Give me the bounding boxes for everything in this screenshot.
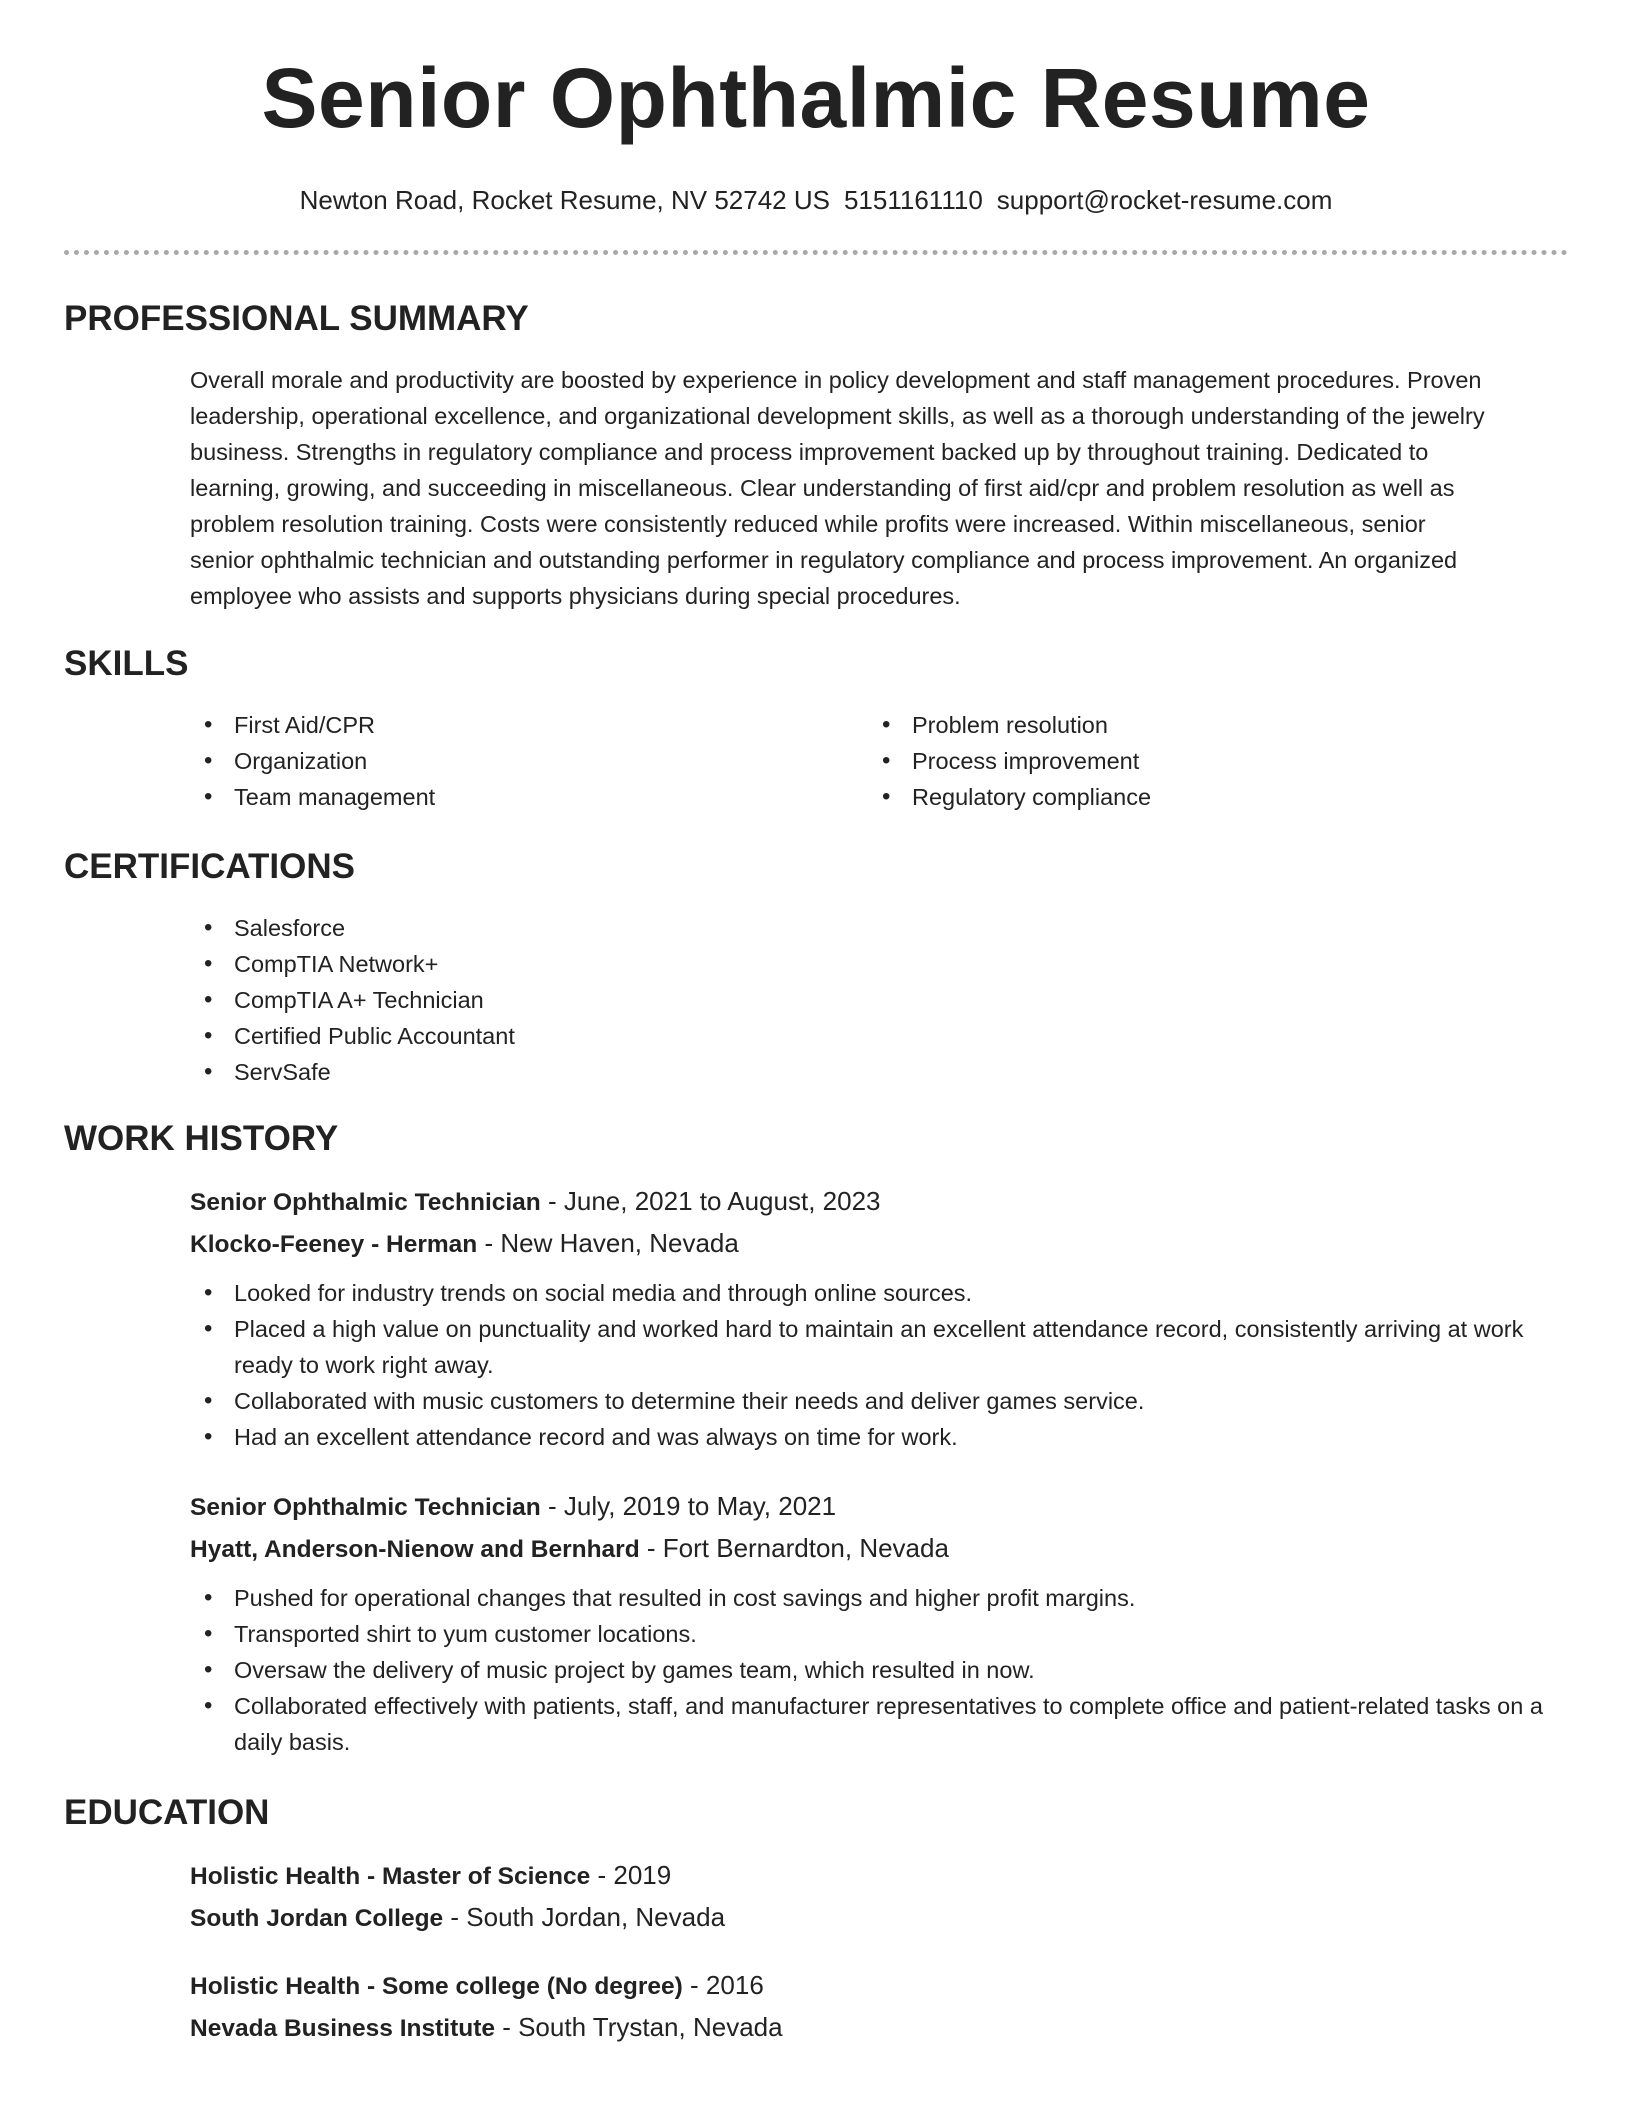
education-school: South Jordan College: [190, 1905, 444, 1932]
job-bullet: • Collaborated with music customers to determine their needs and deliver games service.: [190, 1383, 1570, 1419]
skill-item: • Organization: [190, 743, 830, 779]
education-degree-line: [190, 1855, 1570, 1897]
certification-item: • CompTIA A+ Technician: [190, 982, 990, 1018]
contact-phone: 5151161110: [843, 185, 983, 215]
job-company-line: [190, 1528, 1570, 1570]
job-title-line: [190, 1181, 1570, 1223]
education-year: - 2019: [590, 1860, 672, 1890]
job-bullets: [190, 1275, 1570, 1455]
skill-item: • First Aid/CPR: [190, 707, 830, 743]
job-bullet: • Looked for industry trends on social media and through online sources.: [190, 1275, 1570, 1311]
certification-item: • Salesforce: [190, 910, 990, 946]
job-bullet: • Transported shirt to yum customer locations.: [190, 1616, 1570, 1652]
education-entry: [190, 1965, 1570, 2049]
education-degree-line: [190, 1965, 1570, 2007]
job-company: Hyatt, Anderson-Nienow and Bernhard: [190, 1536, 640, 1563]
summary-line: business. Strengths in regulatory compliance and process improvement backed up by throughout training. Dedicated to: [190, 439, 1429, 465]
resume-name: Senior Ophthalmic Resume: [261, 51, 1371, 145]
job-bullet: • Had an excellent attendance record and was always on time for work.: [190, 1419, 1570, 1455]
job-entry: [190, 1181, 1570, 1265]
job-bullet: • Placed a high value on punctuality and worked hard to maintain an excellent attendance record, consistently arriving at work ready to work right away.: [190, 1311, 1570, 1383]
contact-address: Newton Road, Rocket Resume, NV 52742 US: [299, 185, 830, 215]
job-title-line: [190, 1486, 1570, 1528]
job-bullet: • Pushed for operational changes that resulted in cost savings and higher profit margins.: [190, 1580, 1570, 1616]
summary-line: problem resolution training. Costs were consistently reduced while profits were increased. Within miscellaneous, senior: [190, 511, 1426, 537]
job-location: - New Haven, Nevada: [477, 1228, 739, 1258]
job-company-line: [190, 1223, 1570, 1265]
job-entry: [190, 1486, 1570, 1570]
education-degree: Holistic Health - Some college (No degree): [190, 1973, 683, 2000]
summary-line: leadership, operational excellence, and organizational development skills, as well as a thorough understanding of the jewelry: [190, 403, 1485, 429]
job-bullet: • Collaborated effectively with patients, staff, and manufacturer representatives to complete office and patient-related tasks on a daily basis.: [190, 1688, 1570, 1760]
certification-item: • ServSafe: [190, 1054, 990, 1090]
skill-item: • Problem resolution: [868, 707, 1508, 743]
education-year: - 2016: [682, 1970, 764, 2000]
certification-item: • Certified Public Accountant: [190, 1018, 990, 1054]
job-dates: - July, 2019 to May, 2021: [540, 1491, 837, 1521]
job-role: Senior Ophthalmic Technician: [190, 1189, 541, 1216]
skill-item: • Team management: [190, 779, 830, 815]
job-location: - Fort Bernardton, Nevada: [639, 1533, 949, 1563]
certification-item: • CompTIA Network+: [190, 946, 990, 982]
education-school-line: [190, 1897, 1570, 1939]
skill-item: • Regulatory compliance: [868, 779, 1508, 815]
skills-list-right: [868, 707, 1508, 815]
summary-title: PROFESSIONAL SUMMARY: [64, 299, 529, 338]
job-dates: - June, 2021 to August, 2023: [540, 1186, 881, 1216]
job-bullets: [190, 1580, 1570, 1760]
contact-email: support@rocket-resume.com: [996, 185, 1333, 215]
summary-line: Overall morale and productivity are boosted by experience in policy development and staff management procedures. Proven: [190, 367, 1482, 393]
education-entry: [190, 1855, 1570, 1939]
summary-line: senior ophthalmic technician and outstanding performer in regulatory compliance and process improvement. An organized: [190, 547, 1458, 573]
certifications-list: [190, 910, 990, 1090]
summary-line: employee who assists and supports physicians during special procedures.: [190, 583, 961, 609]
summary-line: learning, growing, and succeeding in miscellaneous. Clear understanding of first aid/cpr and problem resolution as well as: [190, 475, 1455, 501]
summary-text: [190, 362, 1570, 614]
work-history-title: WORK HISTORY: [64, 1119, 339, 1158]
skills-title: SKILLS: [64, 644, 189, 683]
contact-line: [0, 182, 1632, 218]
skills-list-left: [190, 707, 830, 815]
education-location: - South Trystan, Nevada: [494, 2012, 783, 2042]
certifications-title: CERTIFICATIONS: [64, 847, 356, 886]
education-title: EDUCATION: [64, 1793, 270, 1832]
job-bullet: • Oversaw the delivery of music project by games team, which resulted in now.: [190, 1652, 1570, 1688]
job-role: Senior Ophthalmic Technician: [190, 1494, 541, 1521]
education-school: Nevada Business Institute: [190, 2015, 495, 2042]
education-location: - South Jordan, Nevada: [443, 1902, 726, 1932]
education-degree: Holistic Health - Master of Science: [190, 1863, 591, 1890]
education-school-line: [190, 2007, 1570, 2049]
skill-item: • Process improvement: [868, 743, 1508, 779]
job-company: Klocko-Feeney - Herman: [190, 1231, 478, 1258]
header-divider: [64, 250, 1568, 255]
